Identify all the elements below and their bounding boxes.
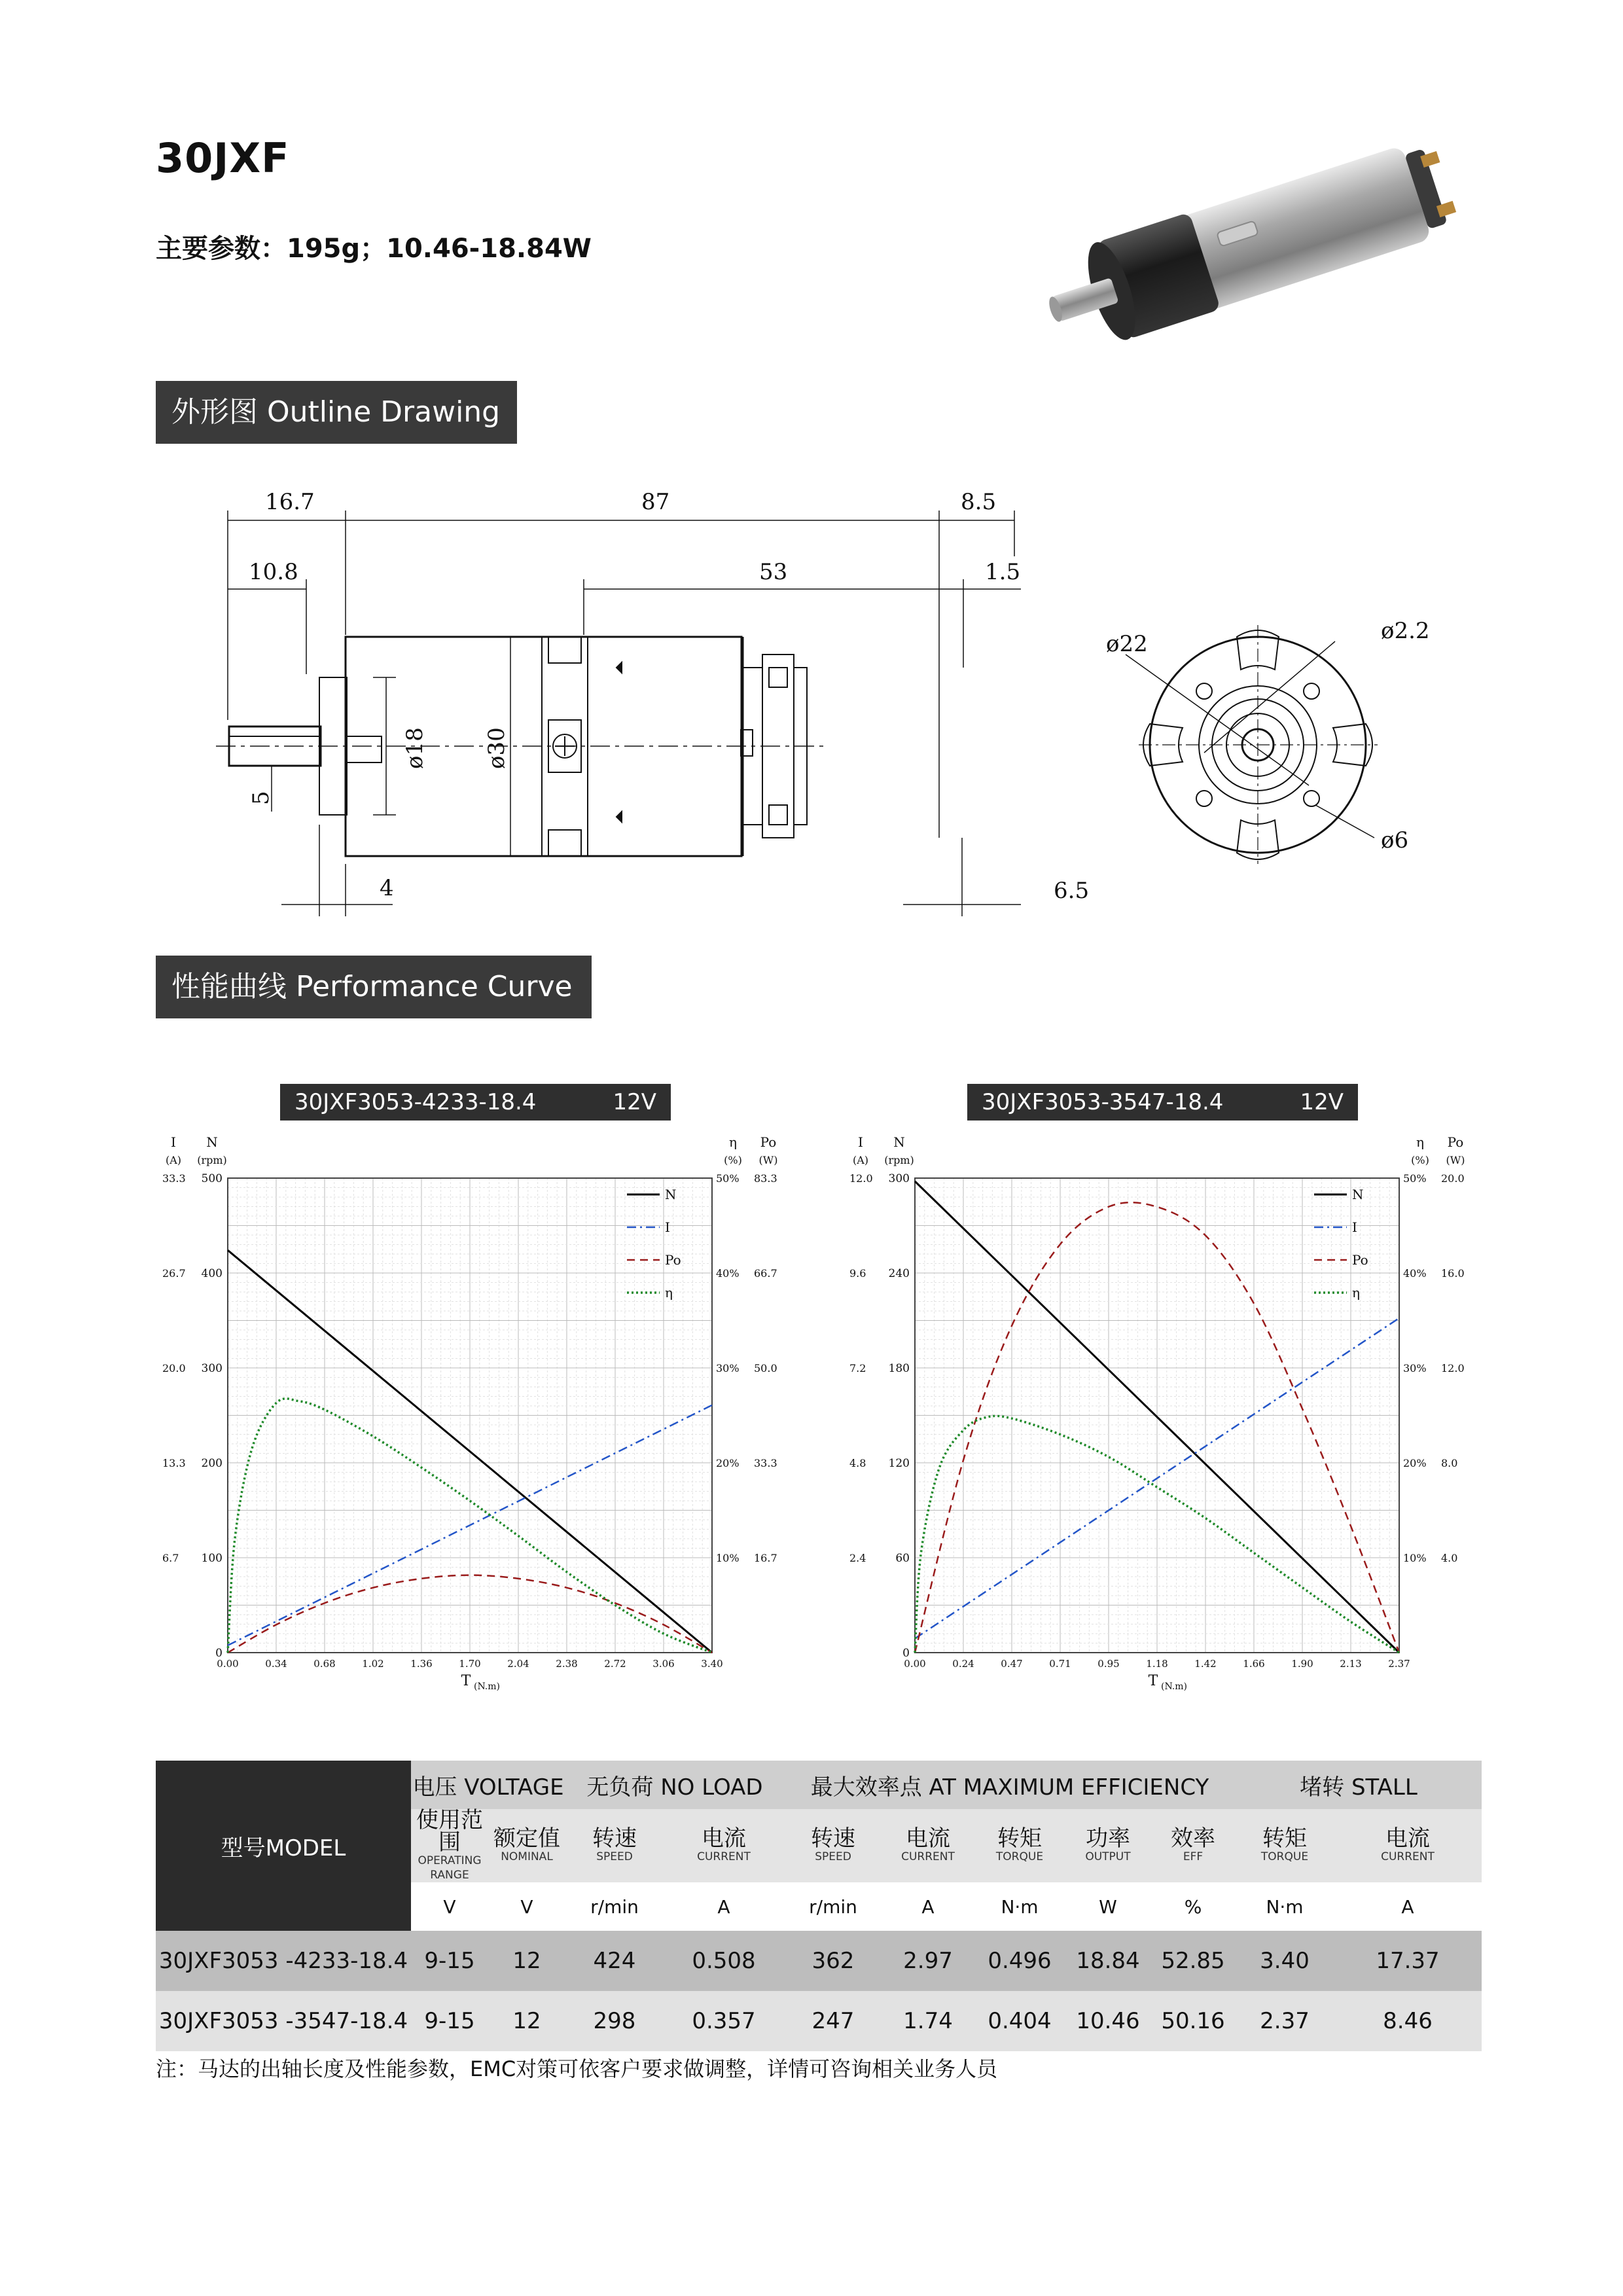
x-tick-label: 1.66: [1243, 1658, 1265, 1670]
y-tick-eta: 10%: [1403, 1552, 1427, 1564]
y-tick-N: 100: [201, 1552, 223, 1565]
x-tick-label: 1.70: [459, 1658, 481, 1670]
y-tick-po: 16.0: [1441, 1267, 1465, 1280]
y-tick-po: 83.3: [754, 1172, 777, 1185]
y-tick-N: 180: [888, 1362, 910, 1375]
x-tick-label: 0.00: [217, 1658, 239, 1670]
y-tick-I: 9.6: [849, 1267, 866, 1280]
col-header-0: [411, 1809, 488, 1882]
col-header-1: [488, 1809, 565, 1882]
axis-unit-I: (A): [165, 1154, 182, 1166]
chart-grid: [228, 1178, 712, 1653]
row-cell: 424: [565, 1931, 664, 1991]
performance-chart-1: [156, 1126, 784, 1715]
col-unit-8: %: [1150, 1882, 1236, 1931]
x-tick-label: 2.04: [507, 1658, 529, 1670]
row-cell: 3.40: [1236, 1931, 1334, 1991]
row-cell: 298: [565, 1991, 664, 2051]
col-cn: 转速: [592, 1825, 637, 1852]
col-en: CURRENT: [1381, 1850, 1435, 1863]
y-tick-N: 500: [201, 1172, 223, 1185]
row-cell: 17.37: [1334, 1931, 1482, 1991]
x-axis-unit: (N.m): [1160, 1681, 1188, 1692]
dim-4: 4: [380, 875, 394, 901]
col-cn: 电流: [1385, 1825, 1430, 1852]
col-cn: 额定值: [493, 1825, 560, 1852]
y-tick-I: 7.2: [849, 1362, 866, 1374]
group-voltage: 电压 VOLTAGE: [411, 1761, 565, 1809]
col-unit-10: A: [1334, 1882, 1482, 1931]
y-tick-I: 6.7: [162, 1552, 179, 1564]
motor-photo: [1027, 131, 1499, 367]
dim-6-5: 6.5: [1054, 878, 1090, 904]
row-cell: 2.37: [1236, 1991, 1334, 2051]
dim-8-5: 8.5: [961, 489, 997, 515]
y-tick-po: 66.7: [754, 1267, 777, 1280]
x-tick-label: 1.18: [1146, 1658, 1168, 1670]
col-header-7: [1065, 1809, 1150, 1882]
x-tick-label: 1.42: [1194, 1658, 1217, 1670]
y-tick-po: 50.0: [754, 1362, 777, 1374]
legend-label: N: [1352, 1187, 1364, 1202]
dim-10-8: 10.8: [249, 559, 298, 585]
x-tick-label: 2.13: [1340, 1658, 1362, 1670]
x-tick-label: 0.24: [952, 1658, 974, 1670]
col-cn: 功率: [1086, 1825, 1130, 1852]
x-tick-label: 1.90: [1291, 1658, 1313, 1670]
col-header-2: [565, 1809, 664, 1882]
y-tick-po: 33.3: [754, 1457, 777, 1469]
x-tick-label: 0.34: [265, 1658, 287, 1670]
col-unit-7: W: [1065, 1882, 1150, 1931]
y-tick-I: 26.7: [162, 1267, 186, 1280]
row-cell: 0.404: [974, 1991, 1065, 2051]
col-cn: 使用范围: [416, 1807, 483, 1856]
row-cell: 10.46: [1065, 1991, 1150, 2051]
y-tick-I: 13.3: [162, 1457, 186, 1469]
col-unit-4: r/min: [784, 1882, 882, 1931]
y-tick-eta: 10%: [716, 1552, 740, 1564]
chart-legend: [627, 1187, 681, 1300]
x-tick-label: 1.36: [410, 1658, 433, 1670]
row-cell: 0.508: [664, 1931, 784, 1991]
col-en: TORQUE: [1260, 1850, 1309, 1863]
row-model: 30JXF3053 -3547-18.4: [156, 1991, 411, 2051]
col-cn: 转矩: [1262, 1825, 1307, 1852]
axis-unit-eta: (%): [724, 1154, 742, 1166]
y-tick-eta: 20%: [1403, 1457, 1427, 1469]
x-axis-label: T: [1148, 1673, 1158, 1689]
legend-label: η: [665, 1285, 673, 1300]
axis-unit-I: (A): [852, 1154, 869, 1166]
axis-unit-N: (rpm): [884, 1154, 914, 1166]
dim-d2-2: ø2.2: [1381, 618, 1430, 644]
col-unit-1: V: [488, 1882, 565, 1931]
col-unit-5: A: [882, 1882, 974, 1931]
y-tick-I: 20.0: [162, 1362, 186, 1374]
axis-label-I: I: [858, 1134, 863, 1150]
col-unit-6: N·m: [974, 1882, 1065, 1931]
dim-1-5: 1.5: [985, 559, 1021, 585]
y-tick-I: 4.8: [849, 1457, 866, 1469]
col-unit-3: A: [664, 1882, 784, 1931]
y-tick-I: 2.4: [849, 1552, 866, 1564]
y-tick-N: 60: [895, 1552, 910, 1565]
x-tick-label: 0.47: [1001, 1658, 1023, 1670]
x-tick-label: 0.68: [313, 1658, 336, 1670]
col-unit-0: V: [411, 1882, 488, 1931]
y-tick-po: 4.0: [1441, 1552, 1458, 1564]
row-cell: 18.84: [1065, 1931, 1150, 1991]
legend-label: I: [1352, 1219, 1357, 1235]
row-cell: 12: [488, 1991, 565, 2051]
axis-unit-N: (rpm): [197, 1154, 227, 1166]
y-tick-N: 200: [201, 1457, 223, 1470]
legend-label: Po: [665, 1252, 681, 1268]
y-tick-N: 0: [902, 1647, 910, 1660]
y-tick-eta: 30%: [716, 1362, 740, 1374]
y-tick-I: 12.0: [849, 1172, 873, 1185]
col-header-10: [1334, 1809, 1482, 1882]
row-cell: 50.16: [1150, 1991, 1236, 2051]
section-outline-drawing: 外形图 Outline Drawing: [156, 381, 517, 444]
end-view: [1126, 625, 1378, 864]
col-en: OPERATING RANGE: [418, 1854, 482, 1882]
table-row: [156, 1931, 1482, 1991]
y-tick-po: 8.0: [1441, 1457, 1458, 1469]
y-tick-eta: 40%: [716, 1267, 740, 1280]
col-en: EFF: [1183, 1850, 1204, 1863]
col-en: NOMINAL: [501, 1850, 553, 1863]
col-unit-2: r/min: [565, 1882, 664, 1931]
chart2-model: 30JXF3053-3547-18.4: [982, 1089, 1224, 1115]
row-cell: 9-15: [411, 1991, 488, 2051]
y-tick-N: 400: [201, 1267, 223, 1280]
table-row: [156, 1991, 1482, 2051]
y-tick-eta: 50%: [716, 1172, 740, 1185]
legend-label: N: [665, 1187, 677, 1202]
y-tick-eta: 30%: [1403, 1362, 1427, 1374]
row-cell: 247: [784, 1991, 882, 2051]
chart1-model: 30JXF3053-4233-18.4: [294, 1089, 537, 1115]
col-header-9: [1236, 1809, 1334, 1882]
x-tick-label: 1.02: [362, 1658, 384, 1670]
group-no-load: 无负荷 NO LOAD: [565, 1761, 784, 1809]
legend-label: η: [1352, 1285, 1360, 1300]
model-header: 型号MODEL: [156, 1761, 411, 1931]
axis-label-eta: η: [1416, 1134, 1424, 1150]
axis-label-po: Po: [760, 1134, 777, 1150]
x-tick-label: 2.37: [1388, 1658, 1410, 1670]
row-cell: 12: [488, 1931, 565, 1991]
axis-unit-eta: (%): [1411, 1154, 1429, 1166]
col-en: SPEED: [596, 1850, 633, 1863]
x-tick-label: 0.95: [1097, 1658, 1120, 1670]
axis-label-N: N: [206, 1134, 218, 1150]
y-tick-eta: 20%: [716, 1457, 740, 1469]
axis-unit-po: (W): [758, 1154, 778, 1166]
dim-5: 5: [248, 791, 274, 805]
dim-d18: ø18: [402, 727, 428, 769]
row-model: 30JXF3053 -4233-18.4: [156, 1931, 411, 1991]
col-cn: 转速: [811, 1825, 855, 1852]
footnote: 注：马达的出轴长度及性能参数，EMC对策可依客户要求做调整，详情可咨询相关业务人员: [156, 2056, 998, 2081]
y-tick-N: 120: [888, 1457, 910, 1470]
axis-label-N: N: [893, 1134, 905, 1150]
col-header-8: [1150, 1809, 1236, 1882]
col-en: CURRENT: [901, 1850, 955, 1863]
performance-chart-2: [843, 1126, 1471, 1715]
chart1-model-bar: [280, 1084, 671, 1121]
chart-legend: [1314, 1187, 1368, 1300]
y-tick-po: 16.7: [754, 1552, 777, 1564]
group-stall: 堵转 STALL: [1236, 1761, 1482, 1809]
axis-label-po: Po: [1447, 1134, 1464, 1150]
y-tick-I: 33.3: [162, 1172, 186, 1185]
main-params: 主要参数：195g；10.46-18.84W: [156, 234, 592, 264]
col-en: OUTPUT: [1085, 1850, 1131, 1863]
group-max-efficiency: 最大效率点 AT MAXIMUM EFFICIENCY: [784, 1761, 1236, 1809]
chart2-voltage: 12V: [1300, 1089, 1344, 1115]
legend-label: I: [665, 1219, 670, 1235]
col-header-3: [664, 1809, 784, 1882]
row-cell: 2.97: [882, 1931, 974, 1991]
row-cell: 9-15: [411, 1931, 488, 1991]
row-cell: 1.74: [882, 1991, 974, 2051]
outline-drawing: [196, 471, 1472, 929]
dim-d22: ø22: [1106, 631, 1148, 657]
y-tick-N: 240: [888, 1267, 910, 1280]
col-unit-9: N·m: [1236, 1882, 1334, 1931]
x-axis-label: T: [461, 1673, 471, 1689]
col-header-4: [784, 1809, 882, 1882]
col-cn: 转矩: [997, 1825, 1042, 1852]
x-tick-label: 0.00: [904, 1658, 926, 1670]
dim-d30: ø30: [484, 727, 510, 769]
dim-87: 87: [641, 489, 670, 515]
row-cell: 8.46: [1334, 1991, 1482, 2051]
y-tick-po: 12.0: [1441, 1362, 1465, 1374]
col-en: TORQUE: [995, 1850, 1044, 1863]
chart1-voltage: 12V: [613, 1089, 656, 1115]
legend-label: Po: [1352, 1252, 1368, 1268]
y-tick-eta: 40%: [1403, 1267, 1427, 1280]
dim-16-7: 16.7: [265, 489, 315, 515]
row-cell: 52.85: [1150, 1931, 1236, 1991]
y-tick-N: 300: [201, 1362, 223, 1375]
col-header-6: [974, 1809, 1065, 1882]
row-cell: 362: [784, 1931, 882, 1991]
section-performance-curve: 性能曲线 Performance Curve: [156, 956, 592, 1018]
row-cell: 0.357: [664, 1991, 784, 2051]
spec-table: [156, 1761, 1482, 2051]
x-tick-label: 0.71: [1049, 1658, 1071, 1670]
x-tick-label: 2.72: [604, 1658, 626, 1670]
y-tick-N: 0: [215, 1647, 223, 1660]
chart2-model-bar: [967, 1084, 1358, 1121]
dim-d6: ø6: [1381, 827, 1409, 853]
col-cn: 电流: [906, 1825, 950, 1852]
y-tick-N: 300: [888, 1172, 910, 1185]
x-tick-label: 3.06: [652, 1658, 675, 1670]
product-title: 30JXF: [156, 134, 290, 182]
row-cell: 0.496: [974, 1931, 1065, 1991]
axis-label-eta: η: [729, 1134, 737, 1150]
axis-label-I: I: [171, 1134, 176, 1150]
y-tick-po: 20.0: [1441, 1172, 1465, 1185]
dim-53: 53: [759, 559, 788, 585]
col-en: SPEED: [815, 1850, 851, 1863]
col-header-5: [882, 1809, 974, 1882]
y-tick-eta: 50%: [1403, 1172, 1427, 1185]
x-tick-label: 2.38: [556, 1658, 578, 1670]
x-axis-unit: (N.m): [473, 1681, 501, 1692]
x-tick-label: 3.40: [701, 1658, 723, 1670]
col-cn: 效率: [1171, 1825, 1215, 1852]
col-cn: 电流: [702, 1825, 746, 1852]
axis-unit-po: (W): [1446, 1154, 1465, 1166]
col-en: CURRENT: [697, 1850, 751, 1863]
